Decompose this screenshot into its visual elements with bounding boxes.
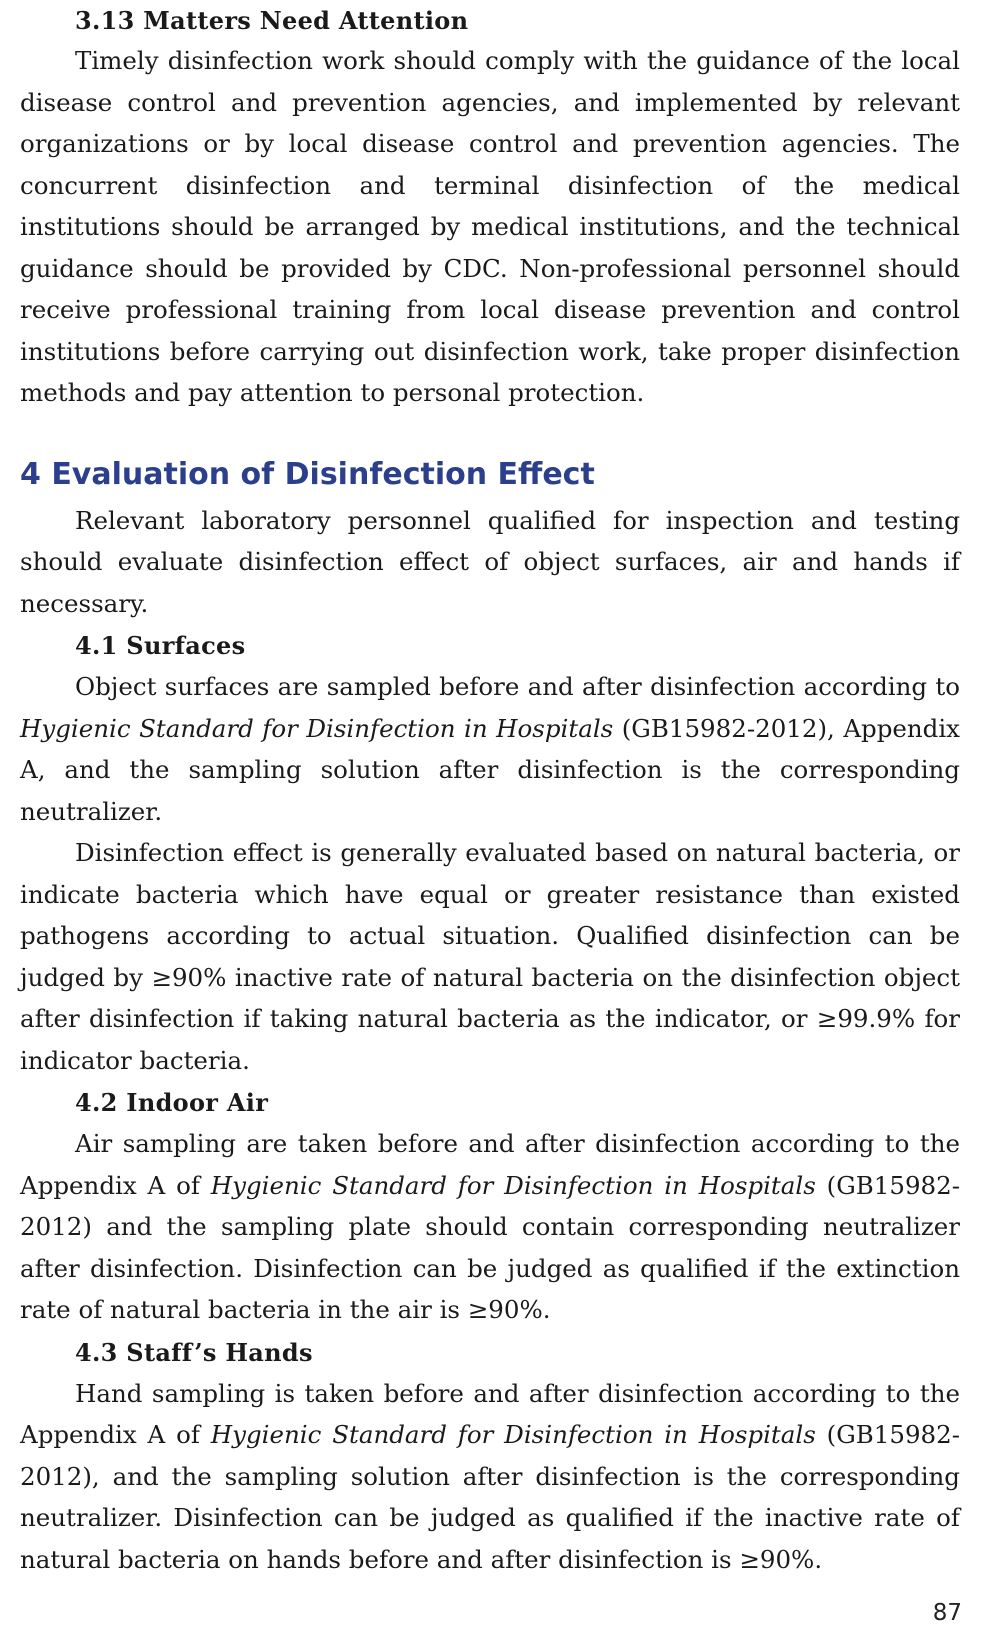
section-4-1-p1-start: Object surfaces are sampled before and after disinfection according to: [75, 672, 960, 701]
section-4-2-p-end: (GB15982-2012) and the sampling plate should contain corresponding neutralizer after disinfection. Disinfection can be judged as qualified if the extinction rate of natural bacteria in the air is ≥90%.: [20, 1170, 960, 1324]
section-3-13-paragraph: Timely disinfection work should comply with the guidance of the local disease control and prevention agencies, and implemented by relevant organizations or by local disease control and prevention agencies. The concurrent disinfection and terminal disinfection of the medical institutions should be arranged by medical institutions, and the technical guidance should be provided by CDC. Non-professional personnel should receive professional training from local disease prevention and control institutions before carrying out disinfection work, take proper disinfection methods and pay attention to personal protection.: [20, 46, 960, 407]
section-4-1-p1-end: (GB15982-2012), Appendix A, and the sampling solution after disinfection is the corresponding neutralizer.: [20, 713, 960, 826]
section-4-3-p-end: (GB15982-2012), and the sampling solution after disinfection is the corresponding neutralizer. Disinfection can be judged as qualified if the inactive rate of natural bacteria on hands before and after disinfection is ≥90%.: [20, 1420, 960, 1574]
section-4-3-p-start: Hand sampling is taken before and after disinfection according to the Appendix A of: [20, 1378, 960, 1449]
page-number: 87: [932, 1600, 962, 1626]
section-4-2-heading: 4.2 Indoor Air: [75, 1088, 269, 1117]
document-page: [20, 0, 960, 1580]
section-4-3-standard-title: Hygienic Standard for Disinfection in Hospitals: [210, 1420, 816, 1449]
section-4-heading: 4 Evaluation of Disinfection Effect: [20, 456, 595, 492]
section-4-3-paragraph: [20, 1373, 960, 1581]
section-4-2-paragraph: [20, 1123, 960, 1331]
section-3-13-heading: 3.13 Matters Need Attention: [75, 6, 469, 35]
section-4-2-standard-title: Hygienic Standard for Disinfection in Hospitals: [210, 1170, 816, 1200]
section-4-1-heading: 4.1 Surfaces: [75, 631, 246, 660]
section-4-3-heading: 4.3 Staff’s Hands: [75, 1337, 313, 1367]
section-4-1-p1-standard-title: Hygienic Standard for Disinfection in Hospitals: [20, 713, 614, 743]
section-4-intro: Relevant laboratory personnel qualified for inspection and testing should evaluate disinfection effect of object surfaces, air and hands if necessary.: [20, 505, 960, 618]
section-4-1-paragraph-1: [20, 666, 960, 832]
section-4-1-paragraph-2: Disinfection effect is generally evaluated based on natural bacteria, or indicate bacteria which have equal or greater resistance than existed pathogens according to actual situation. Qualified disinfection can be judged by ≥90% inactive rate of natural bacteria on the disinfection object after disinfection if taking natural bacteria as the indicator, or ≥99.9% for indicator bacteria.: [20, 838, 960, 1075]
section-4-2-p-start: Air sampling are taken before and after disinfection according to the Appendix A of: [20, 1129, 960, 1200]
